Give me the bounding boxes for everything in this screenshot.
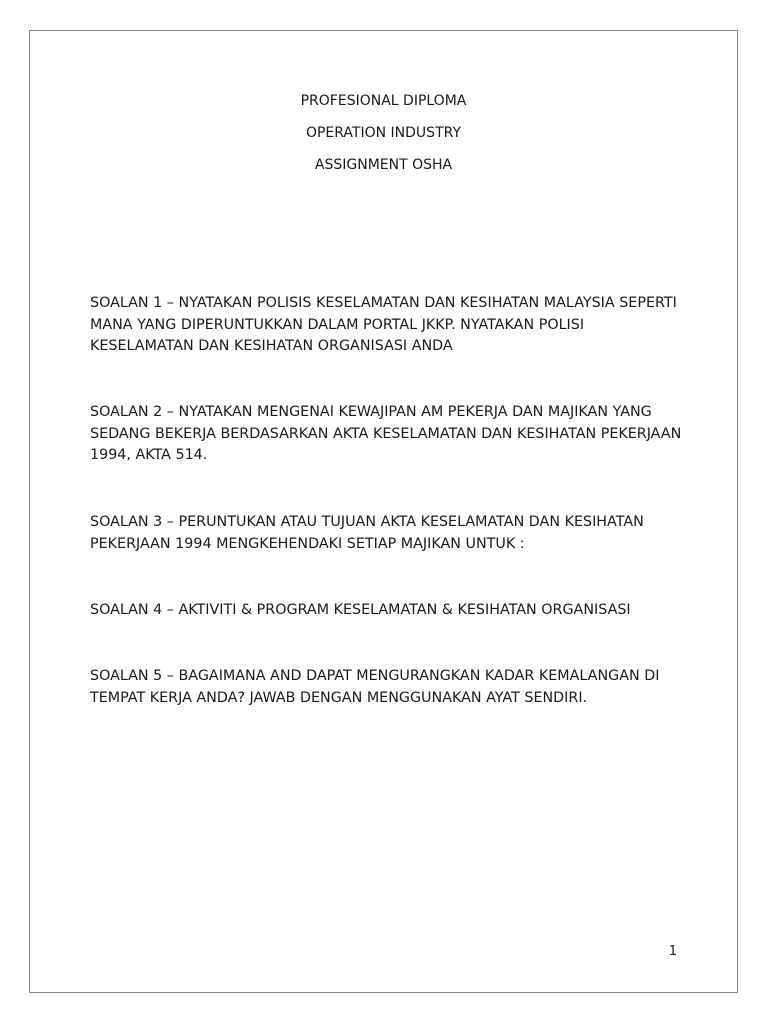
title-block: [30, 93, 737, 189]
question-2: SOALAN 2 – NYATAKAN MENGENAI KEWAJIPAN AM PEKERJA DAN MAJIKAN YANG SEDANG BEKERJA BERDASARKAN AKTA KESELAMATAN DAN KESIHATAN PEKERJAAN 1994, AKTA 514.: [90, 404, 682, 463]
question-1: SOALAN 1 – NYATAKAN POLISIS KESELAMATAN DAN KESIHATAN MALAYSIA SEPERTI MANA YANG DIPERUNTUKKAN DALAM PORTAL JKKP. NYATAKAN POLISI KESELAMATAN DAN KESIHATAN ORGANISASI ANDA: [90, 295, 677, 354]
question-5: SOALAN 5 – BAGAIMANA AND DAPAT MENGURANGKAN KADAR KEMALANGAN DI TEMPAT KERJA ANDA? JAWAB DENGAN MENGGUNAKAN AYAT SENDIRI.: [90, 668, 660, 706]
title-line-course: OPERATION INDUSTRY: [305, 125, 462, 141]
page-number: 1: [668, 944, 677, 959]
title-line-assignment: ASSIGNMENT OSHA: [314, 157, 453, 173]
question-4: SOALAN 4 – AKTIVITI & PROGRAM KESELAMATAN & KESIHATAN ORGANISASI: [90, 602, 631, 618]
question-3: SOALAN 3 – PERUNTUKAN ATAU TUJUAN AKTA KESELAMATAN DAN KESIHATAN PEKERJAAN 1994 MENGKEHENDAKI SETIAP MAJIKAN UNTUK :: [90, 514, 644, 552]
title-line-program: PROFESIONAL DIPLOMA: [300, 93, 467, 109]
document-page: [29, 30, 738, 993]
